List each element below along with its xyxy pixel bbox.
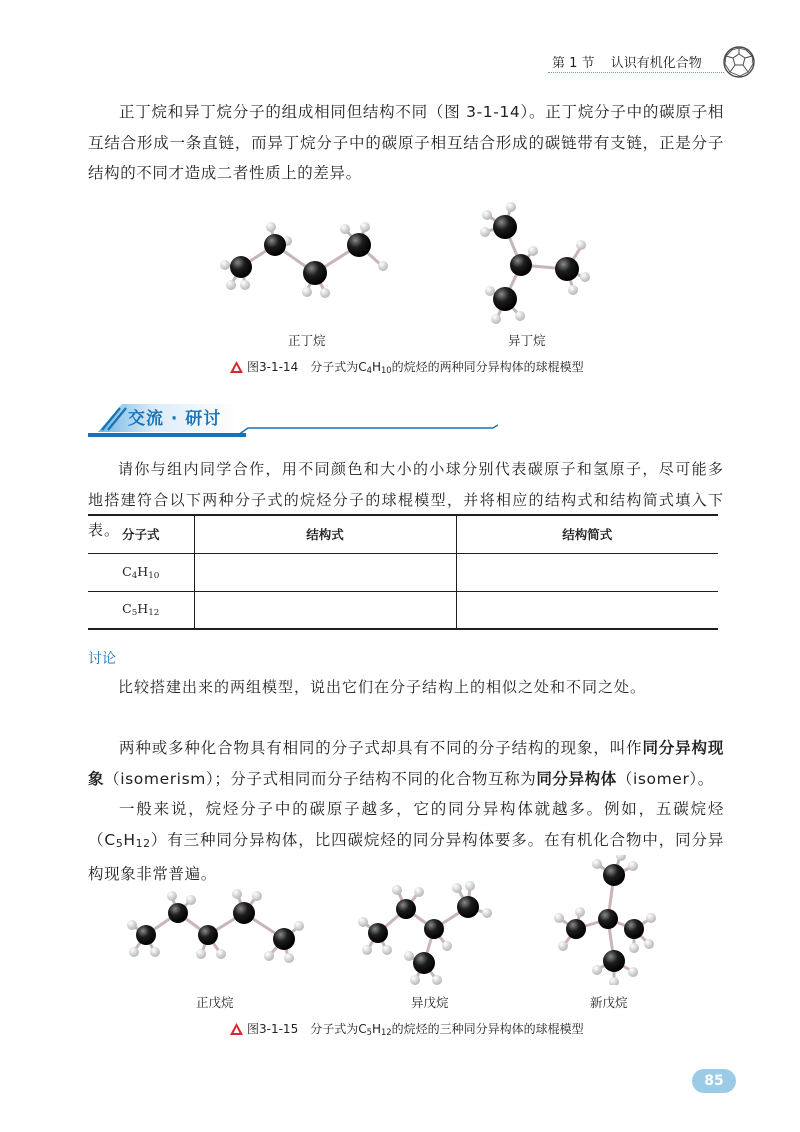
condensed-formula-cell[interactable]: [456, 553, 718, 591]
neopentane-label: 新戊烷: [590, 995, 628, 1010]
table-header: 结构简式: [456, 515, 718, 553]
intro-paragraph: 正丁烷和异丁烷分子的组成相同但结构不同（图 3-1-14）。正丁烷分子中的碳原子相互结合形成一条直链，而异丁烷分子中的碳原子相互结合形成的碳链带有支链，正是分子结构的不同才造成二者性质上的差异。: [88, 103, 724, 182]
caption-triangle-icon: [230, 361, 243, 373]
n-pentane-label: 正戊烷: [196, 995, 234, 1010]
pentane-paragraph: 一般来说，烷烃分子中的碳原子越多，它的同分异构体就越多。例如，五碳烷烃$(C_5H_{12})$有三种同分异构体，比四碳烷烃的同分异构体要多。在有机化合物中，同分异构现象非常普遍。: [88, 800, 724, 883]
table-row: [88, 553, 718, 591]
section-number: 第 1 节: [552, 56, 595, 71]
figure-15-caption: 图3-1-15 分子式为$C_5H_{12}$的烷烃的三种同分异构体的球棍模型: [230, 1020, 584, 1037]
discussion-instructions: 请你与组内同学合作，用不同颜色和大小的小球分别代表碳原子和氢原子，尽可能多地搭建符合以下两种分子式的烷烃分子的球棍模型，并将相应的结构式和结构简式填入下表。: [88, 460, 724, 539]
pentane-isomers-figure: [120, 855, 680, 985]
butane-isomers-figure: [215, 195, 595, 325]
term-isomerism: 同分异构现象: [88, 739, 724, 788]
structural-formula-cell[interactable]: [194, 591, 456, 629]
formula-cell: $C_4H_{10}$: [88, 553, 194, 591]
isobutane-label: 异丁烷: [508, 333, 546, 348]
condensed-formula-cell[interactable]: [456, 591, 718, 629]
discussion-title: 交流 · 研讨: [128, 409, 222, 429]
fullerene-icon: [722, 45, 756, 79]
discussion-question: 比较搭建出来的两组模型，说出它们在分子结构上的相似之处和不同之处。: [118, 678, 647, 696]
formula-cell: $C_5H_{12}$: [88, 591, 194, 629]
n-pentane-model: [127, 889, 304, 963]
isomer-definition-paragraph: 两种或多种化合物具有相同的分子式却具有不同的分子结构的现象，叫作同分异构现象（isomerism）；分子式相同而分子结构不同的化合物互称为同分异构体（isomer）。: [88, 739, 724, 788]
n-butane-label: 正丁烷: [288, 333, 326, 348]
caption-triangle-icon: [230, 1023, 243, 1035]
figure-14-caption: 图3-1-14 分子式为$C_4H_{10}$的烷烃的两种同分异构体的球棍模型: [230, 358, 584, 375]
page-number: 85: [692, 1069, 736, 1093]
table-header-row: [88, 515, 718, 553]
isopentane-label: 异戊烷: [411, 995, 449, 1010]
neopentane-model: [554, 855, 656, 985]
structural-formula-cell[interactable]: [194, 553, 456, 591]
header-rule: [548, 72, 724, 73]
section-header: [552, 52, 702, 71]
table-header: 结构式: [194, 515, 456, 553]
isomer-table: [88, 514, 718, 630]
section-title: 认识有机化合物: [610, 56, 702, 71]
discussion-subhead: 讨论: [88, 651, 116, 667]
table-row: [88, 591, 718, 629]
table-header: 分子式: [88, 515, 194, 553]
term-isomer: 同分异构体: [536, 769, 617, 788]
isopentane-model: [358, 881, 492, 985]
